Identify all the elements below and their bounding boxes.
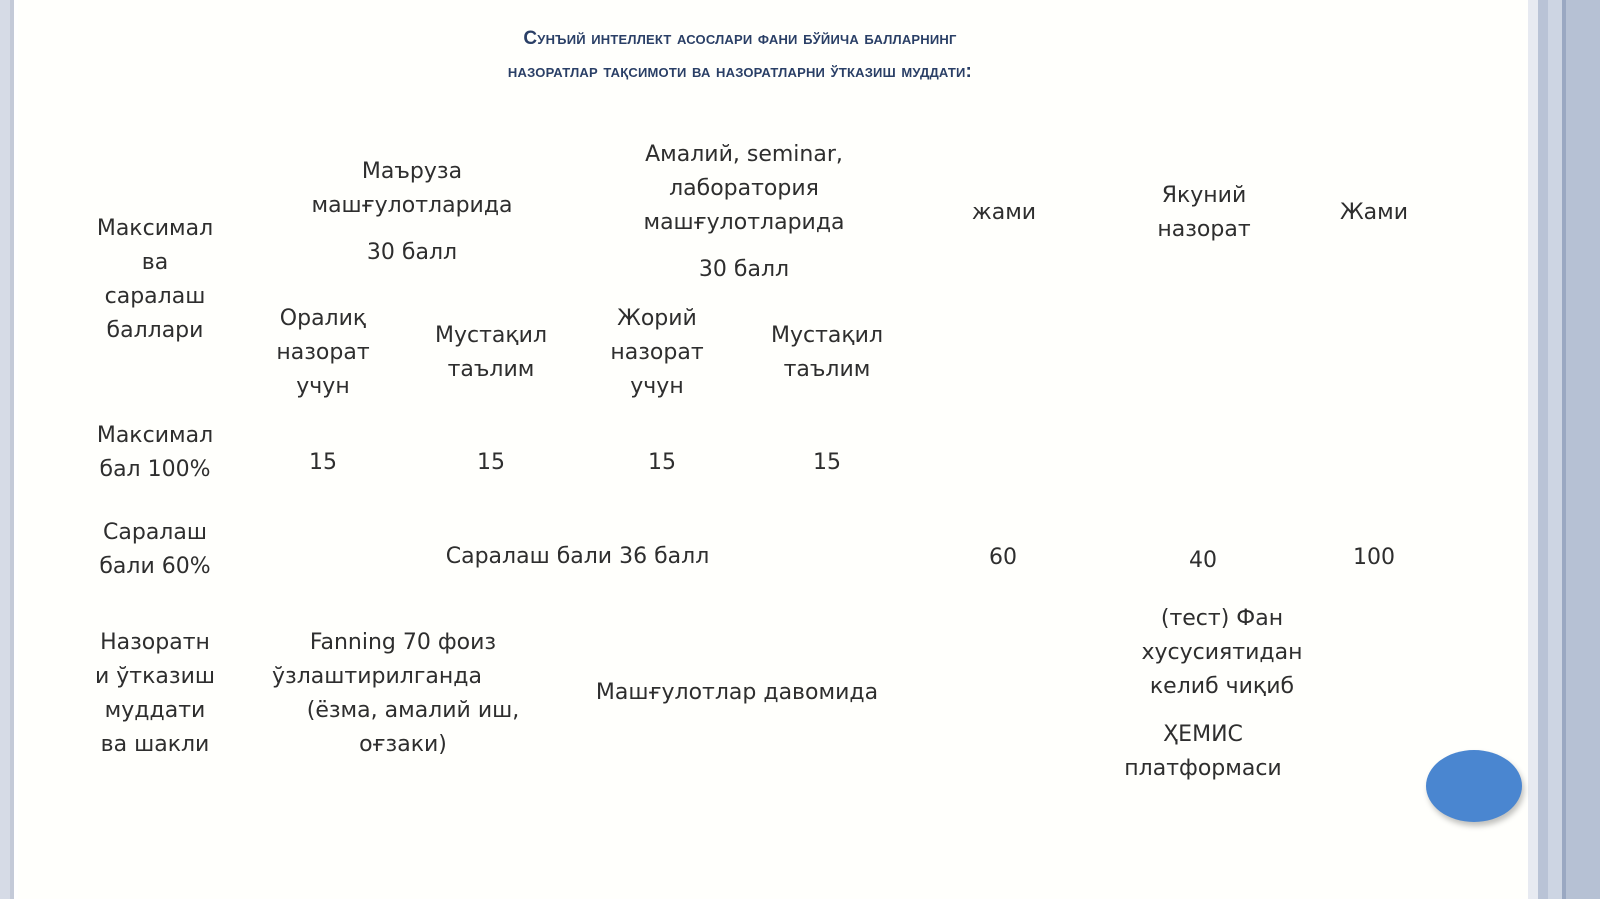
sub-header-line: учун: [296, 374, 350, 399]
row-label-line: бали 60%: [99, 554, 211, 579]
final-control-value: 40: [1189, 548, 1217, 573]
lecture-header-line: Маъруза: [361, 159, 463, 184]
term-final-line: келиб чиқиб: [1149, 674, 1295, 699]
sub-header-line: назорат: [610, 340, 704, 365]
practice-points: 30 балл: [698, 257, 790, 282]
row-label-line: Максимал: [96, 423, 214, 448]
term-final-test: [1128, 602, 1316, 704]
term-final-platform: [1108, 718, 1298, 786]
slide-title-line-2: назоратлар тақсимоти ва назоратларни ўтказиш муддати:: [507, 61, 973, 82]
lecture-header-line: машғулотларида: [311, 193, 513, 218]
practice-header-line: лаборатория: [669, 176, 819, 201]
row-label-line: ва шакли: [100, 732, 210, 757]
pass-score-text: Саралаш бали 36 балл: [445, 544, 710, 569]
sub-header-line: Мустақил: [434, 323, 548, 348]
practice-header-line: Амалий, seminar,: [645, 142, 843, 167]
term-final-line: ҲЕМИС: [1163, 722, 1243, 747]
slide-canvas: [18, 0, 1528, 899]
max-value-independent-2: 15: [813, 450, 841, 475]
slide-left-border-line: [10, 0, 14, 899]
sub-header-line: таълим: [783, 357, 871, 382]
term-final-line: (тест) Фан: [1160, 606, 1284, 631]
term-lecture-line: оғзаки): [359, 732, 447, 757]
term-lecture-line: (ёзма, амалий иш,: [306, 698, 520, 723]
practice-header-line: машғулотларида: [643, 210, 845, 235]
row-label-line: бал 100%: [99, 457, 211, 482]
sub-header-interim-control: [258, 302, 388, 404]
sub-header-line: учун: [630, 374, 684, 399]
row-label-pass: [82, 516, 228, 584]
slide-title-line-1: Сунъий интеллект асослари фани бўйича балларнинг: [523, 28, 957, 49]
max-value-independent-1: 15: [477, 450, 505, 475]
total-value: 60: [989, 545, 1017, 570]
max-value-interim: 15: [309, 450, 337, 475]
row-header-scores-line: ва: [141, 250, 169, 275]
row-header-scores-line: баллари: [106, 318, 204, 343]
final-control-header-line: Якуний: [1161, 183, 1247, 208]
final-control-header: [1126, 179, 1282, 247]
row-header-scores: [82, 212, 228, 348]
sub-header-line: Оралиқ: [279, 306, 367, 331]
term-lecture-line: Fanning 70 фоиз: [309, 630, 497, 655]
max-value-current: 15: [648, 450, 676, 475]
row-label-line: Назоратн: [100, 630, 210, 655]
term-practice: Машғулотлар давомида: [595, 680, 879, 705]
grand-total-header: Жами: [1339, 200, 1409, 225]
row-label-line: Саралаш: [103, 520, 207, 545]
term-lecture-line: ўзлаштирилганда: [272, 664, 482, 689]
total-header: жами: [971, 200, 1037, 225]
practice-header: [618, 138, 870, 240]
sub-header-line: Жорий: [617, 306, 697, 331]
row-label-line: и ўтказиш: [94, 664, 216, 689]
final-control-header-line: назорат: [1157, 217, 1251, 242]
sub-header-independent-study-1: [420, 319, 562, 387]
row-label-term: [82, 626, 228, 762]
sub-header-line: назорат: [276, 340, 370, 365]
row-header-scores-line: саралаш: [104, 284, 206, 309]
term-final-line: хусусиятидан: [1141, 640, 1303, 665]
row-label-max: [82, 419, 228, 487]
sub-header-current-control: [592, 302, 722, 404]
slide-title: [420, 22, 1060, 88]
lecture-header: [292, 155, 532, 223]
sub-header-independent-study-2: [756, 319, 898, 387]
slide-right-decoration: [1528, 0, 1600, 899]
row-header-scores-line: Максимал: [96, 216, 214, 241]
grand-total-value: 100: [1353, 545, 1395, 570]
term-lecture: [262, 626, 544, 762]
sub-header-line: таълим: [447, 357, 535, 382]
decorative-blue-oval: [1426, 750, 1522, 822]
term-final-line: платформаси: [1124, 756, 1282, 781]
lecture-points: 30 балл: [366, 240, 458, 265]
row-label-line: муддати: [104, 698, 206, 723]
sub-header-line: Мустақил: [770, 323, 884, 348]
